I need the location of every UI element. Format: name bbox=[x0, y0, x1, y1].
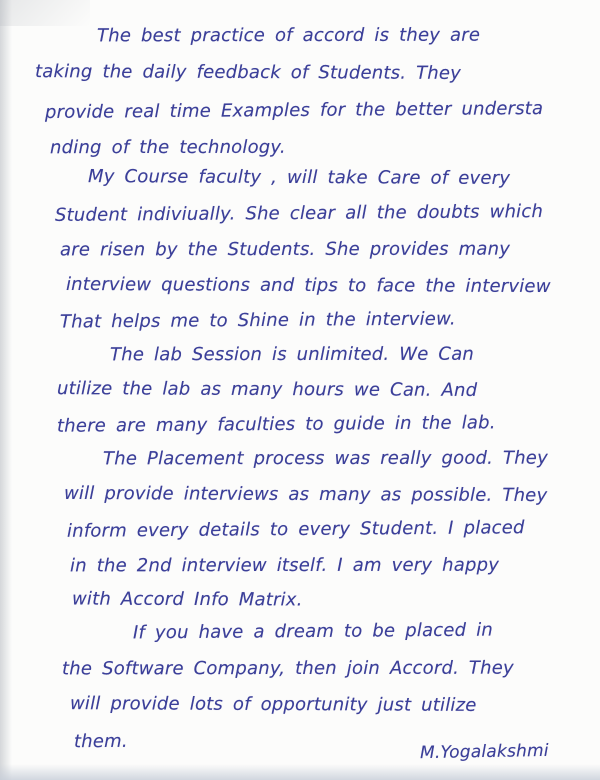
handwritten-line-1: The best practice of accord is they are bbox=[96, 24, 481, 47]
handwritten-line-4: nding of the technology. bbox=[49, 136, 286, 159]
handwritten-line-17: with Accord Info Matrix. bbox=[71, 588, 303, 611]
paper-edge-shadow-top-left bbox=[0, 0, 90, 26]
handwritten-line-7: are risen by the Students. She provides many bbox=[59, 238, 511, 261]
paper-edge-shadow-left bbox=[0, 0, 12, 780]
handwritten-line-12: there are many faculties to guide in the lab. bbox=[56, 412, 496, 437]
handwritten-line-16: in the 2nd interview itself. I am very happy bbox=[69, 554, 500, 577]
signature: M.Yogalakshmi bbox=[419, 740, 549, 764]
handwritten-line-13: The Placement process was really good. They bbox=[102, 447, 548, 470]
handwritten-line-8: interview questions and tips to face the interview bbox=[65, 273, 551, 298]
handwritten-line-11: utilize the lab as many hours we Can. And bbox=[56, 378, 478, 401]
handwritten-line-3: provide real time Examples for the better understa bbox=[44, 98, 544, 123]
handwritten-line-15: inform every details to every Student. I placed bbox=[66, 517, 525, 542]
handwritten-line-19: the Software Company, then join Accord. They bbox=[61, 657, 514, 680]
handwritten-line-21: them. bbox=[73, 730, 128, 753]
handwritten-line-14: will provide interviews as many as possible. They bbox=[63, 482, 548, 507]
paper-edge-shadow-bottom bbox=[0, 764, 600, 780]
handwritten-line-2: taking the daily feedback of Students. They bbox=[34, 61, 462, 84]
handwritten-line-9: That helps me to Shine in the interview. bbox=[59, 308, 456, 333]
handwritten-line-18: If you have a dream to be placed in bbox=[132, 619, 494, 644]
handwritten-line-6: Student indiviually. She clear all the doubts which bbox=[54, 201, 544, 226]
handwritten-line-5: My Course faculty , will take Care of every bbox=[87, 166, 511, 189]
handwritten-line-20: will provide lots of opportunity just utilize bbox=[69, 693, 477, 716]
handwritten-line-10: The lab Session is unlimited. We Can bbox=[109, 343, 475, 366]
